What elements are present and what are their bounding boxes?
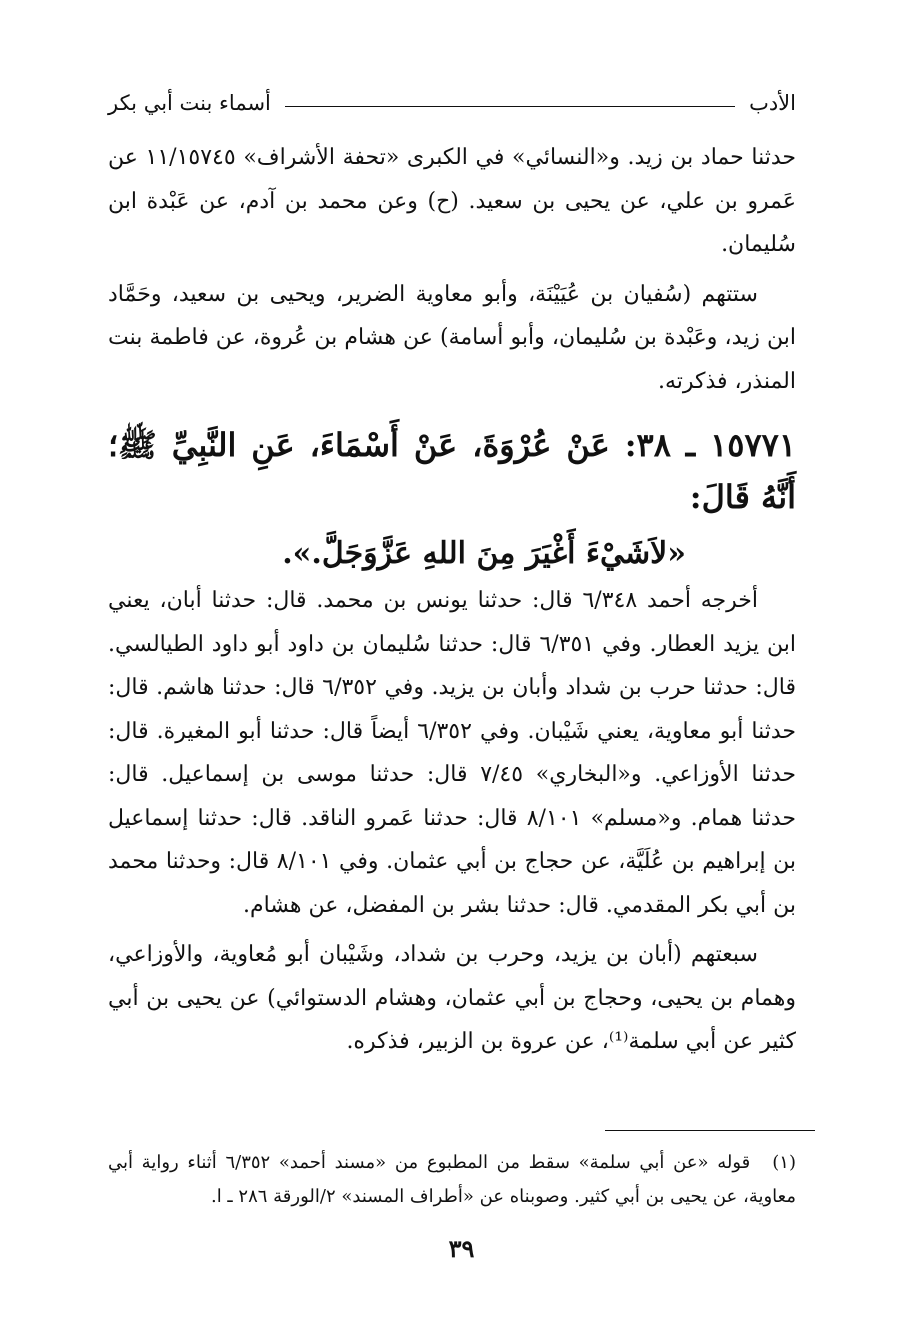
takhrij-summary: سبعتهم (أبان بن يزيد، وحرب بن شداد، وشَيْبان أبو مُعاوية، والأوزاعي، وهمام بن يحيى، وحجاج بن أبي عثمان، وهشام الدستوائي) عن يحيى بن أبي كثير عن أبي سلمة⁽¹⁾، عن عروة بن الزبير، فذكره. xyxy=(108,942,796,1054)
takhrij-paragraph: أخرجه أحمد ٦/٣٤٨ قال: حدثنا يونس بن محمد. قال: حدثنا أبان، يعني ابن يزيد العطار. وفي ٦/٣٥١ قال: حدثنا سُليمان بن داود أبو داود الطيالسي. قال: حدثنا حرب بن شداد وأبان بن يزيد. وفي ٦/٣٥٢ قال: حدثنا هاشم. قال: حدثنا أبو معاوية، يعني شَيْبان. وفي ٦/٣٥٢ أيضاً قال: حدثنا أبو المغيرة. قال: حدثنا الأوزاعي. و«البخاري» ٧/٤٥ قال: حدثنا موسى بن إسماعيل. قال: حدثنا همام. و«مسلم» ٨/١٠١ قال: حدثنا عَمرو الناقد. قال: حدثنا إسماعيل بن إبراهيم بن عُلَيَّة، عن حجاج بن أبي عثمان. وفي ٨/١٠١ قال: وحدثنا محمد بن أبي بكر المقدمي. قال: حدثنا بشر بن المفضل، عن هشام. xyxy=(108,588,796,918)
paragraph-summary: ستتهم (سُفيان بن عُيَيْنَة، وأبو معاوية الضرير، ويحيى بن سعيد، وحَمَّاد ابن زيد، وعَبْدة بن سُليمان، وأبو أسامة) عن هشام بن عُروة، عن فاطمة بنت المنذر، فذكرته. xyxy=(108,281,796,394)
main-text xyxy=(108,136,796,1064)
footnote-item xyxy=(108,1146,796,1214)
footnote-text: قوله «عن أبي سلمة» سقط من المطبوع من «مسند أحمد» ٦/٣٥٢ أثناء رواية أبي معاوية، عن يحيى بن أبي كثير. وصوبناه عن «أطراف المسند» ٢/الورقة ٢٨٦ ـ ا. xyxy=(108,1152,796,1207)
header-rule xyxy=(285,106,735,107)
footnotes xyxy=(108,1146,796,1214)
footnote-number: (١) xyxy=(772,1152,796,1173)
chapter-title: أسماء بنت أبي بكر xyxy=(108,91,271,115)
section-title: الأدب xyxy=(749,91,796,115)
footnote-separator xyxy=(605,1130,815,1131)
page-number: ٣٩ xyxy=(448,1234,475,1263)
hadith-heading: ١٥٧٧١ ـ ٣٨: عَنْ عُرْوَةَ، عَنْ أَسْمَاءَ، عَنِ النَّبِيِّ ﷺ؛ أَنَّهُ قَالَ: xyxy=(108,426,797,516)
paragraph-continuation: حدثنا حماد بن زيد. و«النسائي» في الكبرى «تحفة الأشراف» ١١/١٥٧٤٥ عن عَمرو بن علي، عن يحيى بن سعيد. (ح) وعن محمد بن آدم، عن عَبْدة ابن سُليمان. xyxy=(108,145,796,257)
running-header xyxy=(108,86,796,120)
hadith-text: «لاَشَيْءَ أَغْيَرَ مِنَ اللهِ عَزَّوَجَلَّ.». xyxy=(282,536,686,571)
